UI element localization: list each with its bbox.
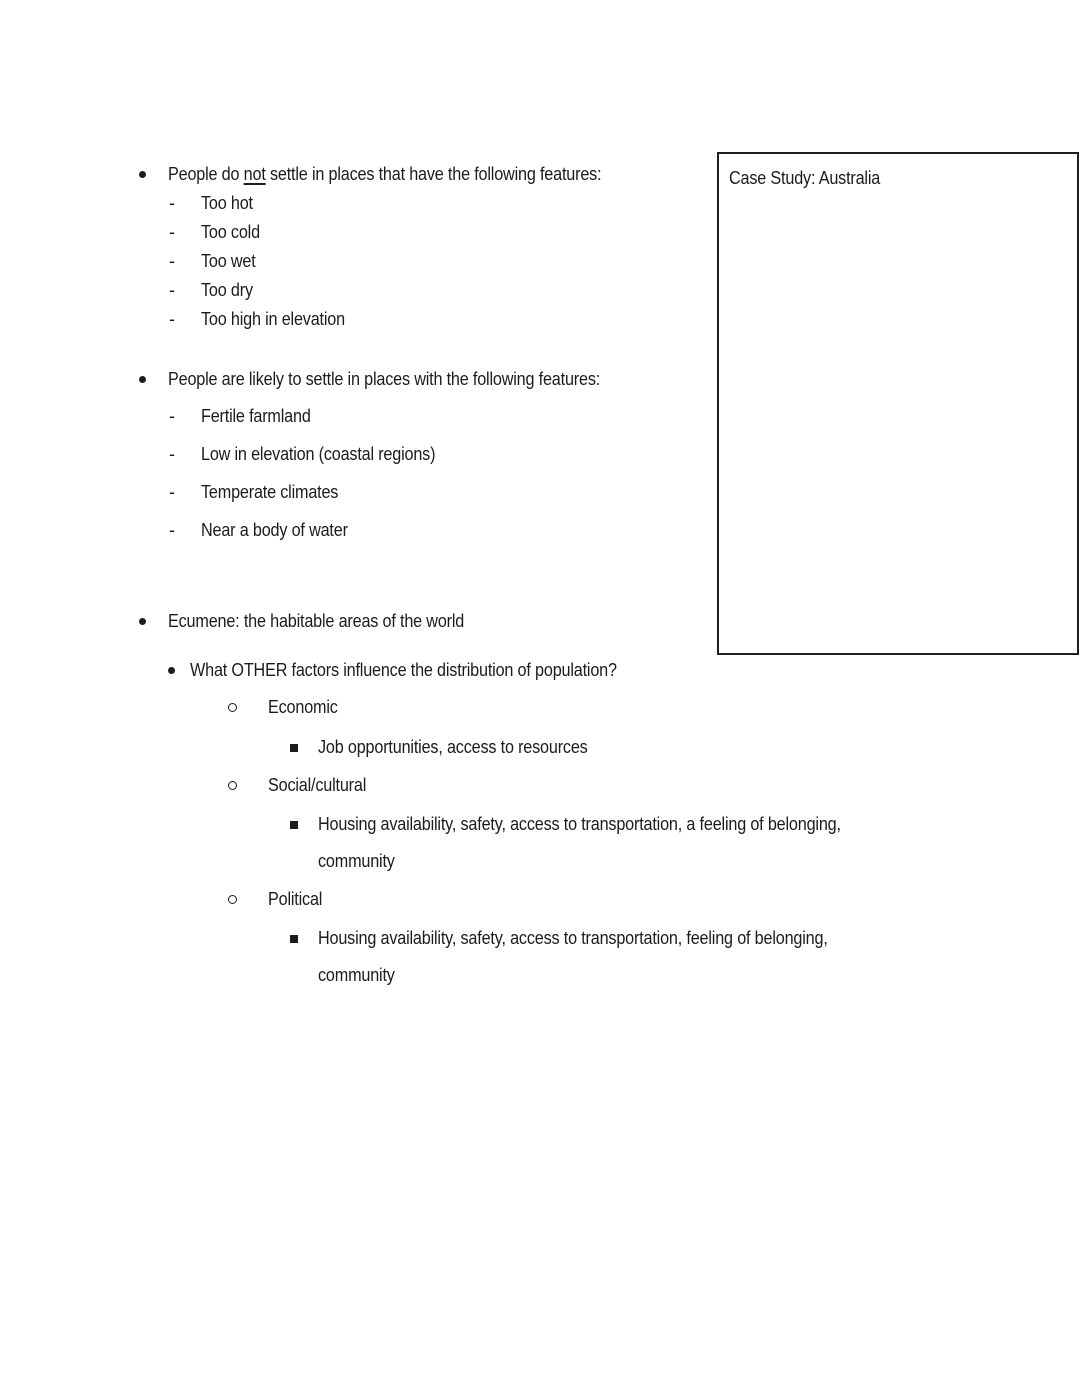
bullet-people-likely-settle	[168, 365, 648, 394]
factor-label: Economic	[268, 697, 338, 717]
bullet-disc-icon	[139, 376, 146, 383]
list-item-text: Low in elevation (coastal regions)	[201, 444, 436, 464]
list-item-low-elevation	[169, 440, 461, 469]
factor-label: Political	[268, 889, 323, 909]
bullet-circle-icon	[228, 781, 237, 790]
bullet-text: What OTHER factors influence the distribution of population?	[190, 660, 617, 680]
case-study-title: Case Study: Australia	[729, 168, 881, 188]
dash-icon: -	[169, 280, 175, 300]
list-item-text: Too wet	[201, 251, 256, 271]
underlined-word: not	[243, 164, 266, 184]
bullet-circle-icon	[228, 703, 237, 712]
dash-icon: -	[169, 482, 175, 502]
factor-economic-detail	[318, 733, 618, 762]
list-item-text: Too dry	[201, 280, 253, 300]
list-item-fertile-farmland	[169, 402, 323, 431]
dash-icon: -	[169, 222, 175, 242]
list-item-text: Near a body of water	[201, 520, 348, 540]
bullet-people-do-not-settle	[168, 160, 650, 189]
factor-social-cultural	[268, 771, 377, 800]
dash-icon: -	[169, 520, 175, 540]
bullet-disc-icon	[139, 618, 146, 625]
bullet-ecumene-definition	[168, 607, 497, 636]
heading-post-text: settle in places that have the following features:	[265, 164, 602, 184]
dash-icon: -	[169, 251, 175, 271]
dash-icon: -	[169, 406, 175, 426]
detail-text: community	[318, 851, 395, 871]
heading-pre-text: People do	[168, 164, 244, 184]
list-item-near-water	[169, 516, 364, 545]
factor-political-detail-line2	[318, 961, 403, 990]
dash-icon: -	[169, 193, 175, 213]
detail-text: Housing availability, safety, access to transportation, a feeling of belonging,	[318, 814, 841, 834]
factor-political-detail-line1	[318, 924, 884, 953]
list-item-too-hot	[169, 189, 259, 218]
dash-icon: -	[169, 309, 175, 329]
list-item-text: Temperate climates	[201, 482, 339, 502]
list-item-too-cold	[169, 218, 266, 247]
detail-text: Housing availability, safety, access to transportation, feeling of belonging,	[318, 928, 828, 948]
factor-label: Social/cultural	[268, 775, 367, 795]
list-item-too-high-elevation	[169, 305, 361, 334]
bullet-disc-icon	[168, 667, 175, 674]
list-item-text: Too cold	[201, 222, 260, 242]
list-item-too-wet	[169, 247, 262, 276]
bullet-square-icon	[290, 744, 298, 752]
dash-icon: -	[169, 444, 175, 464]
bullet-circle-icon	[228, 895, 237, 904]
bullet-square-icon	[290, 821, 298, 829]
list-item-temperate-climates	[169, 478, 353, 507]
list-item-text: Fertile farmland	[201, 406, 311, 426]
bullet-text	[168, 160, 601, 189]
list-item-text: Too high in elevation	[201, 309, 345, 329]
detail-text: community	[318, 965, 395, 985]
case-study-box	[717, 152, 1079, 655]
factor-social-detail-line1	[318, 810, 899, 839]
list-item-too-dry	[169, 276, 259, 305]
bullet-text: People are likely to settle in places with the following features:	[168, 369, 601, 389]
bullet-disc-icon	[139, 171, 146, 178]
bullet-square-icon	[290, 935, 298, 943]
list-item-text: Too hot	[201, 193, 253, 213]
detail-text: Job opportunities, access to resources	[318, 737, 588, 757]
factor-social-detail-line2	[318, 847, 403, 876]
factor-economic	[268, 693, 345, 722]
factor-political	[268, 885, 328, 914]
bullet-other-factors-question	[190, 656, 664, 685]
bullet-text: Ecumene: the habitable areas of the world	[168, 611, 465, 631]
